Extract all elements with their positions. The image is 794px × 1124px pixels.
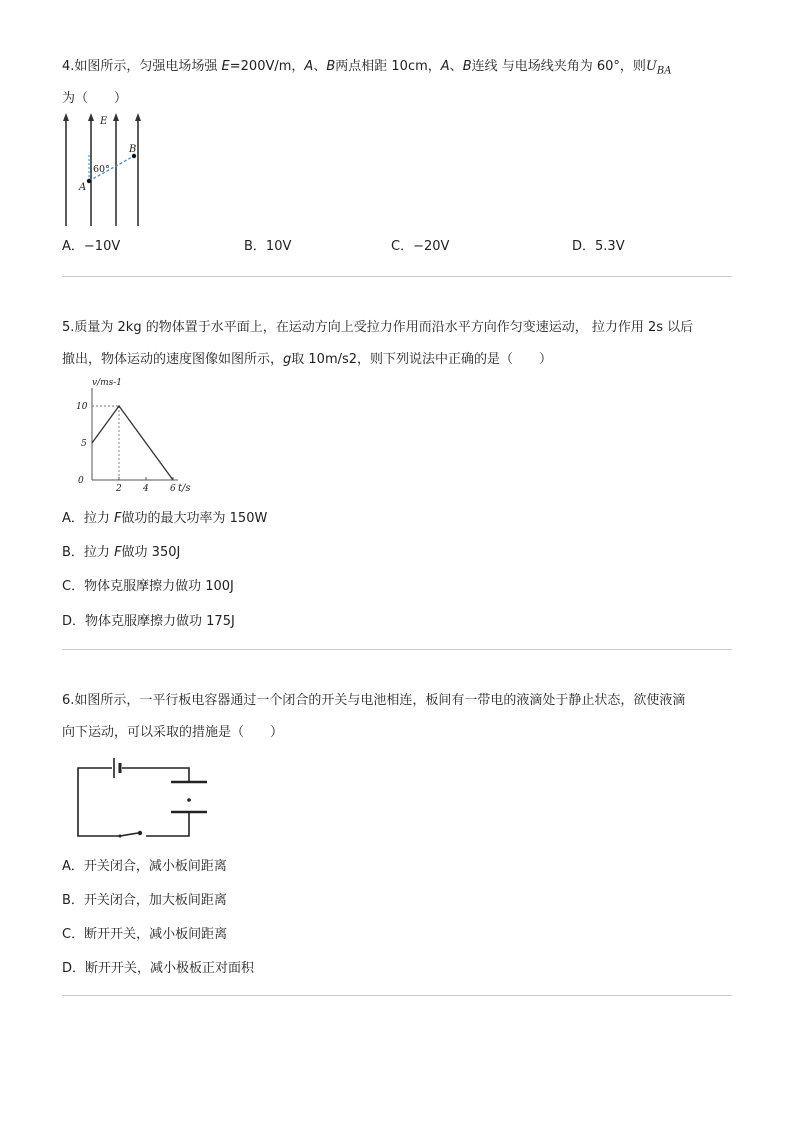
q4-var-A: A <box>304 59 314 74</box>
option-label: C． <box>391 239 414 254</box>
option-label: C． <box>62 927 85 942</box>
option-text: 拉力 <box>83 511 115 526</box>
option-label: B． <box>62 893 84 908</box>
option-label: D． <box>62 614 86 629</box>
q5-option-D[interactable] <box>62 610 235 629</box>
arrow-icon <box>88 113 94 121</box>
option-label: A． <box>62 239 84 254</box>
label-B: B <box>129 144 137 155</box>
q5-stem-line-1: 5.质量为 2kg 的物体置于水平面上，在运动方向上受拉力作用而沿水平方向作匀变速运动， 拉力作用 2s 以后 <box>62 320 694 335</box>
option-text: 断开开关，减小板间距离 <box>84 927 228 942</box>
x-tick-label: 2 <box>116 484 122 494</box>
q6-option-C[interactable] <box>62 923 227 942</box>
q4-option-D[interactable] <box>572 235 625 254</box>
option-var: F <box>114 511 122 526</box>
divider <box>62 276 732 277</box>
option-text: 5.3V <box>595 239 625 254</box>
q4-var-E: E <box>221 59 230 74</box>
option-label: D． <box>572 239 596 254</box>
q5-option-C[interactable] <box>62 575 234 594</box>
q4-stem-text: 4.如图所示，匀强电场场强 <box>62 59 222 74</box>
y-axis-label: v/ms-1 <box>92 378 123 388</box>
q4-option-C[interactable] <box>391 235 449 254</box>
q5-velocity-chart <box>74 374 204 496</box>
point-A <box>87 179 91 183</box>
q5-stem-text: 取 10m/s2，则下列说法中正确的是（ ） <box>291 352 553 367</box>
option-label: A． <box>62 859 84 874</box>
option-text: 断开开关，减小极板正对面积 <box>85 961 255 976</box>
option-text: 物体克服摩擦力做功 175J <box>85 614 235 629</box>
q6-option-A[interactable] <box>62 855 227 874</box>
option-label: B． <box>62 545 84 560</box>
q4-sep: 、 <box>449 59 463 74</box>
divider <box>62 995 732 996</box>
q6-option-B[interactable] <box>62 889 227 908</box>
circuit-wire <box>122 768 189 782</box>
q4-options <box>62 235 742 255</box>
q4-stem-text: =200V/m， <box>229 59 305 74</box>
switch-pivot <box>119 835 122 838</box>
option-text: 拉力 <box>83 545 115 560</box>
option-text: 开关闭合，减小板间距离 <box>83 859 227 874</box>
option-text: −20V <box>413 239 450 254</box>
q4-var-U: U <box>645 59 657 74</box>
option-label: D． <box>62 961 86 976</box>
y-tick-label: 10 <box>76 402 88 412</box>
q4-stem-text: 两点相距 10cm， <box>335 59 441 74</box>
q6-stem-line-1: 6.如图所示，一平行板电容器通过一个闭合的开关与电池相连，板间有一带电的液滴处于静止状态，欲使液滴 <box>62 693 686 708</box>
arrow-icon <box>135 113 141 121</box>
q4-var-A: A <box>440 59 450 74</box>
velocity-series-line <box>92 406 173 480</box>
switch-contact <box>138 831 142 835</box>
option-text: 做功的最大功率为 150W <box>121 511 268 526</box>
q4-option-B[interactable] <box>244 235 291 254</box>
x-tick-label: 4 <box>143 484 149 494</box>
arrow-icon <box>63 113 69 121</box>
q6-stem-line-2: 向下运动，可以采取的措施是（ ） <box>62 725 284 740</box>
q6-option-D[interactable] <box>62 957 254 976</box>
charged-droplet <box>187 798 191 802</box>
x-tick-label: 6 <box>170 484 176 494</box>
origin-label: 0 <box>78 476 84 486</box>
option-text: 物体克服摩擦力做功 100J <box>84 579 234 594</box>
option-label: C． <box>62 579 85 594</box>
label-A: A <box>79 182 87 193</box>
option-label: B． <box>244 239 266 254</box>
q4-option-A[interactable] <box>62 235 120 254</box>
switch-blade <box>120 833 138 836</box>
q4-field-figure <box>58 110 158 230</box>
q5-stem-text: 撤出，物体运动的速度图像如图所示， <box>62 352 284 367</box>
question-5 <box>0 280 794 650</box>
q4-var-B: B <box>326 59 336 74</box>
q4-var-U-subscript: BA <box>656 65 672 77</box>
q5-stem-line-2 <box>62 344 742 376</box>
question-4 <box>0 0 794 280</box>
y-tick-label: 5 <box>81 439 87 449</box>
option-label: A． <box>62 511 84 526</box>
arrow-icon <box>113 113 119 121</box>
option-text: 开关闭合，加大板间距离 <box>83 893 227 908</box>
circuit-wire <box>146 812 189 836</box>
q4-stem-line-2: 为（ ） <box>62 91 128 106</box>
option-text: −10V <box>83 239 121 254</box>
label-angle: 60° <box>93 164 110 175</box>
circuit-wire <box>78 768 120 836</box>
option-var: F <box>114 545 122 560</box>
option-text: 做功 350J <box>121 545 181 560</box>
q4-var-B: B <box>462 59 472 74</box>
q5-option-A[interactable] <box>62 507 267 526</box>
q5-option-B[interactable] <box>62 541 180 560</box>
question-6 <box>0 650 794 1000</box>
label-E: E <box>100 116 108 127</box>
x-axis-label: t/s <box>178 483 191 494</box>
q4-stem-text: 连线 与电场线夹角为 60°，则 <box>471 59 646 74</box>
q6-circuit-figure <box>74 754 224 840</box>
q4-sep: 、 <box>313 59 327 74</box>
option-text: 10V <box>265 239 292 254</box>
q5-var-g: g <box>283 352 292 367</box>
